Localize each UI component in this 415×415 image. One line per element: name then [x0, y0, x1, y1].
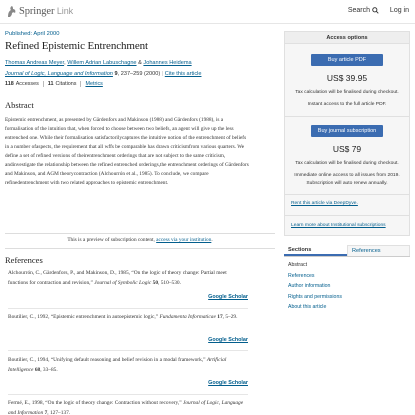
published-date: Published: April 2000: [5, 31, 60, 37]
institutional-subscriptions-link[interactable]: Learn more about Institutional subscriptions: [291, 223, 386, 228]
google-scholar-link[interactable]: Google Scholar: [208, 294, 248, 300]
reference-text: Fermé, E., 1998, “On the logic of theory change: Contraction without recovery,”: [8, 400, 183, 406]
article-metrics: [5, 81, 275, 87]
author-and: &: [138, 60, 142, 66]
reference-text: Boutilier, C., 1992, “Epistemic entrenchment in autoepistemic logic,”: [8, 314, 160, 320]
citations-count: 11: [47, 81, 54, 87]
author-link[interactable]: Thomas Andreas Meyer: [5, 60, 65, 66]
springer-link-logo[interactable]: [6, 5, 73, 18]
reference-text: Alchourrón, C., Gärdenfors, P., and Makinson, D., 1985, “On the logic of theory change: Partial meet functions for contraction and revision,”: [8, 270, 227, 286]
article-title: Refined Epistemic Entrenchment: [5, 40, 149, 52]
journal-pages: , 237–259 (2000): [117, 71, 161, 77]
journal-volume: 9: [114, 71, 118, 77]
reference-volume: 7: [44, 409, 48, 415]
preview-suffix: .: [211, 237, 213, 243]
search-label: Search: [347, 7, 370, 14]
cite-article-link[interactable]: Cite this article: [164, 71, 202, 77]
author-list: [5, 60, 275, 66]
springer-horse-icon: [6, 5, 17, 18]
journal-link[interactable]: Journal of Logic, Language and Information: [5, 71, 113, 77]
access-divider: [285, 215, 409, 216]
tab-sections[interactable]: Sections: [284, 245, 347, 256]
reference-item: [8, 269, 248, 288]
article-price: US$ 39.95: [326, 73, 368, 83]
search-icon: [372, 7, 379, 14]
brand-name: Springer: [19, 6, 55, 17]
login-link[interactable]: Log in: [389, 7, 409, 14]
sections-tabs: [284, 245, 410, 257]
metrics-divider: [43, 81, 44, 87]
abstract-heading: Abstract: [5, 100, 34, 110]
citations-label: Citations: [55, 81, 77, 87]
section-link-abstract[interactable]: Abstract: [288, 262, 308, 268]
accesses-count: 118: [5, 81, 14, 87]
abstract-text: Epistemic entrenchment, as presented by Gärdenfors and Makinson (1988) and Gärdenfors (1988), is a formalisation of the intuition that, when forced to choose between two beliefs, an agent will give up the less entrenched one. While their formalisation satisfactorilycaptures the intuitive notion of the entrenchment of beliefs in a number ofaspects, the requirement that all wffs be comparable has drawn criticismfrom various quarters. We define a set of refined versions of theirentrenchment orderings that are not subject to the same criticism, andinvestigate the relationship between the refined entrenched orderings,the entrenchment orderings of Gärdenfors and Makinson, and AGM theorycontraction (Alchourrón et al., 1985). To conclude, we compare refinedentrenchment with two related approaches to epistemic entrenchment.: [5, 117, 249, 186]
metrics-divider: [80, 81, 81, 87]
article-access-note: Instant access to the full article PDF.: [307, 102, 387, 107]
search-button[interactable]: [348, 7, 379, 14]
article-tax-note: Tax calculation will be finalised during checkout.: [295, 90, 399, 95]
reference-pages: , 5–29.: [222, 314, 238, 320]
article-header: [5, 31, 275, 87]
reference-pages: , 33–85.: [40, 366, 58, 373]
reference-volume: 68: [34, 366, 41, 373]
reference-pages: , 510–530.: [158, 279, 181, 286]
buy-article-button[interactable]: Buy article PDF: [311, 54, 383, 66]
references-heading: References: [5, 255, 43, 265]
preview-prefix: This is a preview of subscription content,: [67, 237, 155, 243]
journal-citation: [5, 71, 275, 77]
google-scholar-link[interactable]: Google Scholar: [208, 337, 248, 343]
reference-pages: , 127–137.: [47, 409, 71, 415]
google-scholar-link[interactable]: Google Scholar: [208, 380, 248, 386]
access-options-heading: Access options: [285, 32, 409, 44]
preview-divider: [5, 248, 275, 249]
journal-price: US$ 79: [332, 144, 362, 154]
metrics-link[interactable]: Metrics: [85, 81, 103, 87]
author-separator: ,: [64, 60, 66, 66]
journal-tax-note: Tax calculation will be finalised during checkout.: [295, 161, 399, 166]
reference-volume: 17: [217, 314, 223, 320]
section-link-references[interactable]: References: [288, 272, 315, 279]
section-link-rights-permissions[interactable]: Rights and permissions: [288, 293, 342, 300]
preview-divider: [5, 233, 275, 234]
reference-item: [8, 399, 248, 415]
reference-item: [8, 313, 248, 323]
section-link-author-information[interactable]: Author information: [288, 283, 331, 289]
site-header: [0, 0, 415, 24]
reference-item: [8, 356, 248, 375]
abstract-fade: [5, 195, 250, 220]
reference-journal: Fundamenta Informaticae: [159, 314, 216, 320]
tab-references[interactable]: References: [347, 245, 410, 256]
deepdyve-rent-link[interactable]: Rent this article via DeepDyve.: [291, 201, 358, 206]
institution-access-link[interactable]: access via your institution: [156, 237, 212, 243]
subscription-preview-note: [5, 237, 275, 243]
author-link[interactable]: Johannes Heidema: [143, 60, 192, 66]
reference-journal: Artificial Intelligence: [8, 357, 227, 373]
reference-text: Boutilier, C., 1994, “Unifying default reasoning and belief revision in a modal framework,”: [8, 357, 207, 363]
reference-divider: [8, 308, 248, 309]
journal-access-note: Immediate online access to all issues from 2019. Subscription will auto renew annually.: [294, 173, 400, 186]
section-link-about-article[interactable]: About this article: [288, 304, 327, 310]
journal-separator: |: [161, 71, 164, 77]
sections-panel: [284, 245, 410, 313]
brand-suffix: Link: [56, 6, 74, 16]
sections-list: [284, 260, 410, 313]
access-divider: [285, 194, 409, 195]
buy-journal-button[interactable]: Buy journal subscription: [311, 125, 383, 137]
reference-journal: Journal of Logic, Language and Information: [8, 400, 244, 415]
reference-divider: [8, 350, 248, 351]
accesses-label: Accesses: [15, 81, 39, 87]
access-divider: [285, 116, 409, 117]
access-options-panel: [284, 31, 410, 236]
reference-journal: Journal of Symbolic Logic: [94, 279, 152, 286]
reference-volume: 50: [152, 279, 159, 286]
author-link[interactable]: Willem Adrian Labuschagne: [67, 60, 137, 66]
reference-divider: [8, 394, 248, 395]
